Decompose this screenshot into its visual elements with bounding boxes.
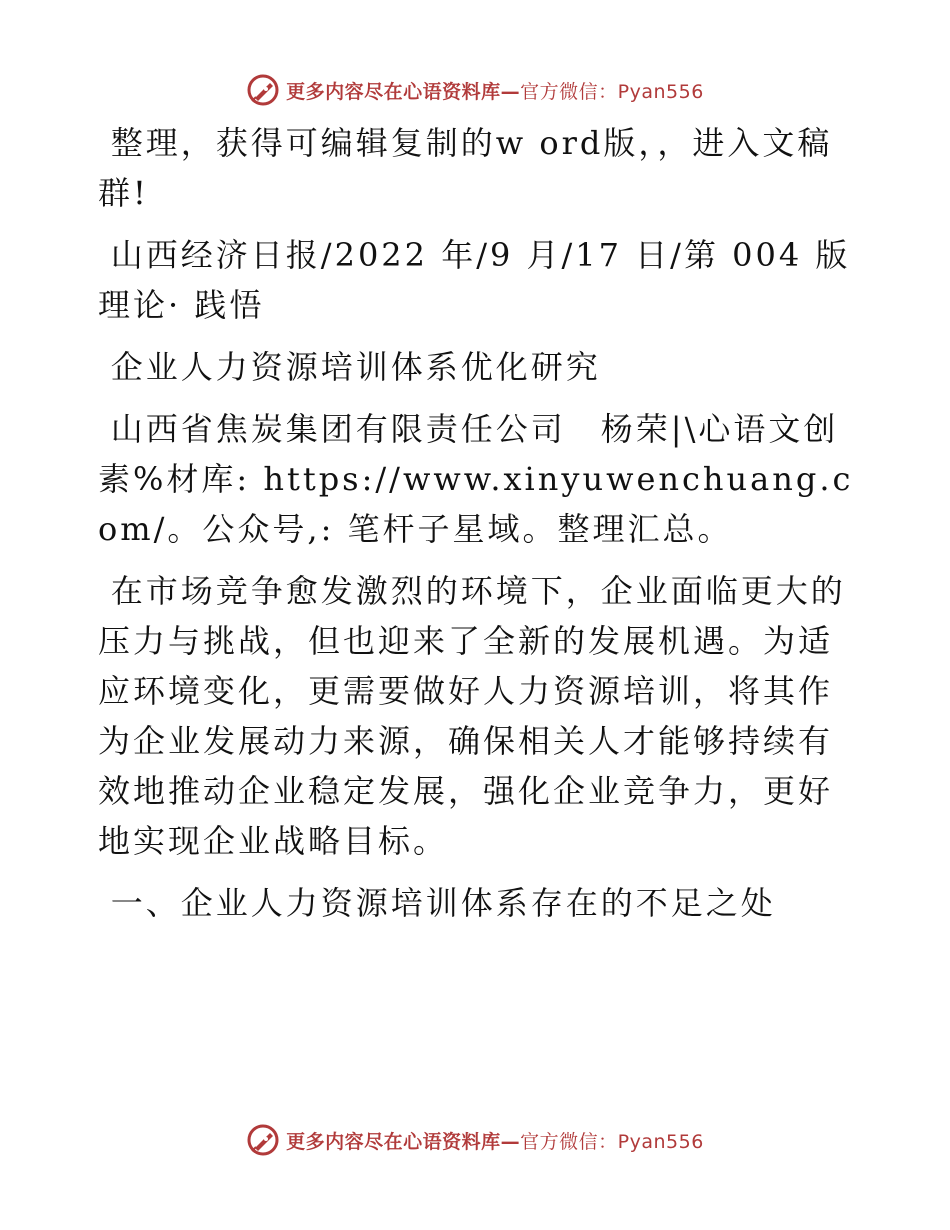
banner-main-text: 更多内容尽在心语资料库 — [286, 80, 501, 103]
pen-nib-logo-icon — [246, 73, 280, 107]
banner-wechat-text: 官方微信：Pyan556 — [520, 1130, 704, 1153]
paragraph-source: 山西经济日报/2022 年/9 月/17 日/第 004 版理论· 践悟 — [98, 236, 851, 324]
footer-banner — [0, 1120, 950, 1160]
paragraph-intro: 整理，获得可编辑复制的w ord版，，进入文稿群! — [98, 124, 833, 212]
banner-wechat-text: 官方微信：Pyan556 — [520, 80, 704, 103]
header-banner — [0, 70, 950, 110]
paragraph-author: 山西省焦炭集团有限责任公司 杨荣|\心语文创素%材库: https://www.xinyuwenchuang.com/。公众号,: 笔杆子星域。整理汇总。 — [98, 410, 854, 548]
article-title: 企业人力资源培训体系优化研究 — [110, 348, 601, 386]
footer-banner-text — [286, 1127, 704, 1154]
section-heading: 一、企业人力资源培训体系存在的不足之处 — [110, 884, 776, 922]
banner-separator: — — [500, 1130, 521, 1153]
paragraph-body: 在市场竞争愈发激烈的环境下，企业面临更大的压力与挑战，但也迎来了全新的发展机遇。为适应环境变化，更需要做好人力资源培训，将其作为企业发展动力来源，确保相关人才能够持续有效地推动企业稳定发展，强化企业竞争力，更好地实现企业战略目标。 — [98, 572, 846, 860]
pen-nib-logo-icon — [246, 1123, 280, 1157]
banner-main-text: 更多内容尽在心语资料库 — [286, 1130, 501, 1153]
document-body — [98, 118, 858, 940]
banner-separator: — — [500, 80, 521, 103]
header-banner-text — [286, 77, 704, 104]
